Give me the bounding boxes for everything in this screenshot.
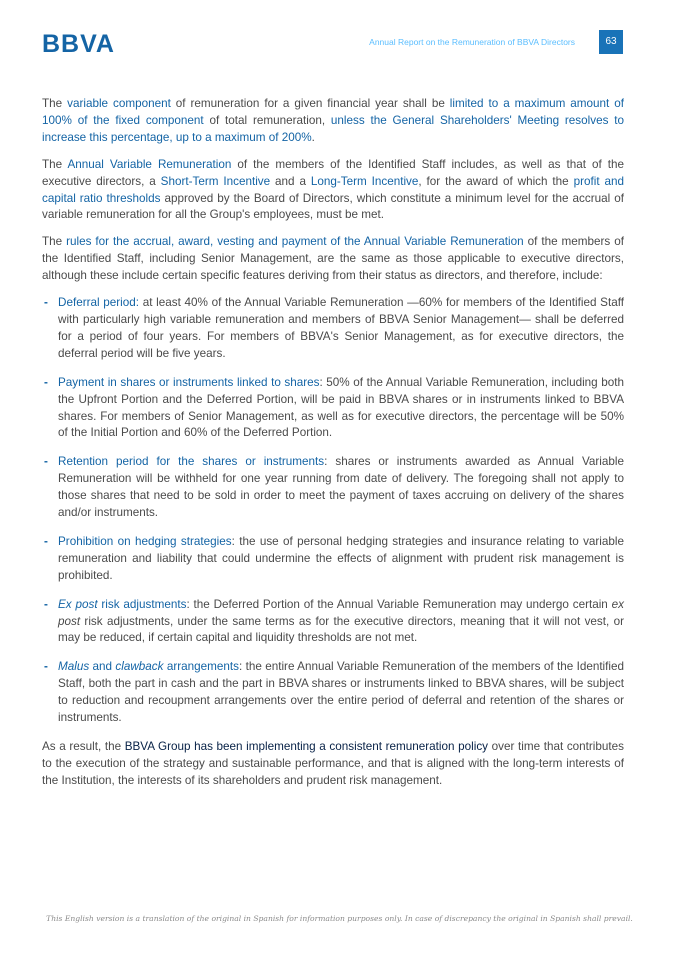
highlight: limited to a maximum amount of 100% of the fixed component xyxy=(42,97,624,127)
paragraph-conclusion: As a result, the BBVA Group has been implementing a consistent remuneration policy over time that contributes to the execution of the strategy and sustainable performance, and that is aligned with the long-term interests of the Institution, the interests of its shareholders and prudent risk management. xyxy=(42,740,624,787)
bullet-title-italic: clawback xyxy=(115,660,164,674)
bullet-dash: - xyxy=(44,375,48,389)
bbva-logo: BBVA xyxy=(42,30,115,58)
paragraph-variable-component: The variable component of remuneration for a given financial year shall be limited to a maximum amount of 100% of the fixed component of total remuneration, unless the General Shareholders' Meeting resolves to increase this percentage, up to a maximum of 200%. xyxy=(42,97,624,144)
highlight: variable component xyxy=(67,97,171,110)
highlight: Annual Variable Remuneration xyxy=(67,157,232,171)
list-item-hedging-prohibition: - Prohibition on hedging strategies: the use of personal hedging strategies and insurance relating to variable remuneration and liability that could undermine the effects of alignment with prudent risk management is prohibited. xyxy=(44,534,624,582)
bullet-dash: - xyxy=(44,660,48,674)
bullet-title-italic: Malus xyxy=(58,660,90,674)
bullet-dash: - xyxy=(44,455,48,469)
highlight: rules for the accrual, award, vesting and payment of the Annual Variable Remuneration xyxy=(66,235,524,249)
bullet-title: arrangements xyxy=(163,660,239,674)
main-content xyxy=(42,96,624,800)
highlight: profit and capital ratio thresholds xyxy=(42,174,624,205)
page-number-badge: 63 xyxy=(599,30,623,54)
translation-disclaimer: This English version is a translation of the original in Spanish for information purposes only. In case of discrepancy the original in Spanish shall prevail. xyxy=(46,914,633,923)
bullet-dash: - xyxy=(44,597,48,611)
bullet-title: Retention period for the shares or instruments xyxy=(58,455,325,469)
highlight: BBVA Group has been implementing a consistent remuneration policy xyxy=(124,740,489,753)
list-item-deferral-period: - Deferral period: at least 40% of the Annual Variable Remuneration —60% for members of the Identified Staff with particularly high variable remuneration and members of BBVA Senior Management— shall be deferred for a period of four years. For members of BBVA's Senior Management, as for executive directors, the deferral period will be five years. xyxy=(44,296,624,360)
paragraph-rules: The rules for the accrual, award, vesting and payment of the Annual Variable Remuneration of the members of the Identified Staff, including Senior Management, are the same as those applicable to executive directors, although these include certain specific features deriving from their status as directors, and therefore, include: xyxy=(42,235,624,283)
highlight: Long-Term Incentive xyxy=(310,174,419,188)
highlight: Short-Term Incentive xyxy=(160,174,271,188)
bullet-dash: - xyxy=(44,534,48,548)
bullet-title-italic: Ex post xyxy=(58,597,98,611)
paragraph-annual-variable-remuneration: The Annual Variable Remuneration of the members of the Identified Staff includes, as well as that of the executive directors, a Short-Term Incentive and a Long-Term Incentive, for the award of which the profit and capital ratio thresholds approved by the Board of Directors, which constitute a minimum level for the accrual of variable remuneration for all the Group's employees, must be met. xyxy=(42,157,625,222)
highlight: unless the General Shareholders' Meeting resolves to increase this percentage, up to a maximum of 200% xyxy=(42,113,624,144)
list-item-payment-in-shares: - Payment in shares or instruments linked to shares: 50% of the Annual Variable Remuneration, including both the Upfront Portion and the Deferred Portion, will be paid in BBVA shares or in instruments linked to BBVA shares. For members of Senior Management, as well as for executive directors, the percentage will be 50% of the Initial Portion and 60% of the Deferred Portion. xyxy=(44,375,624,440)
bullet-dash: - xyxy=(44,296,48,310)
bullet-title: Deferral period: xyxy=(58,296,139,310)
list-item-retention-period: - Retention period for the shares or instruments: shares or instruments awarded as Annual Variable Remuneration will be withheld for one year running from date of delivery. The foregoing shall not apply to those shares that need to be sold in order to meet the payment of taxes accruing on delivery of the shares and/or instruments. xyxy=(44,455,624,520)
bullet-title: Payment in shares or instruments linked to shares xyxy=(58,375,320,389)
report-title: Annual Report on the Remuneration of BBVA Directors xyxy=(369,37,575,47)
list-item-malus-clawback: - Malus and clawback arrangements: the entire Annual Variable Remuneration of the members of the Identified Staff, both the part in cash and the part in BBVA shares or instruments linked to BBVA shares, will be subject to reduction and recoupment arrangements over the entire period of deferral and retention of the shares or instruments. xyxy=(44,660,625,725)
rules-list xyxy=(42,295,624,727)
bullet-title: risk adjustments xyxy=(97,597,187,611)
list-item-ex-post-adjustments: - Ex post risk adjustments: the Deferred Portion of the Annual Variable Remuneration may undergo certain ex post risk adjustments, under the same terms as for the executive directors, meaning that it will not vest, or may be reduced, if certain capital and liquidity thresholds are not met. xyxy=(44,597,625,645)
bullet-title: Prohibition on hedging strategies xyxy=(58,534,232,548)
